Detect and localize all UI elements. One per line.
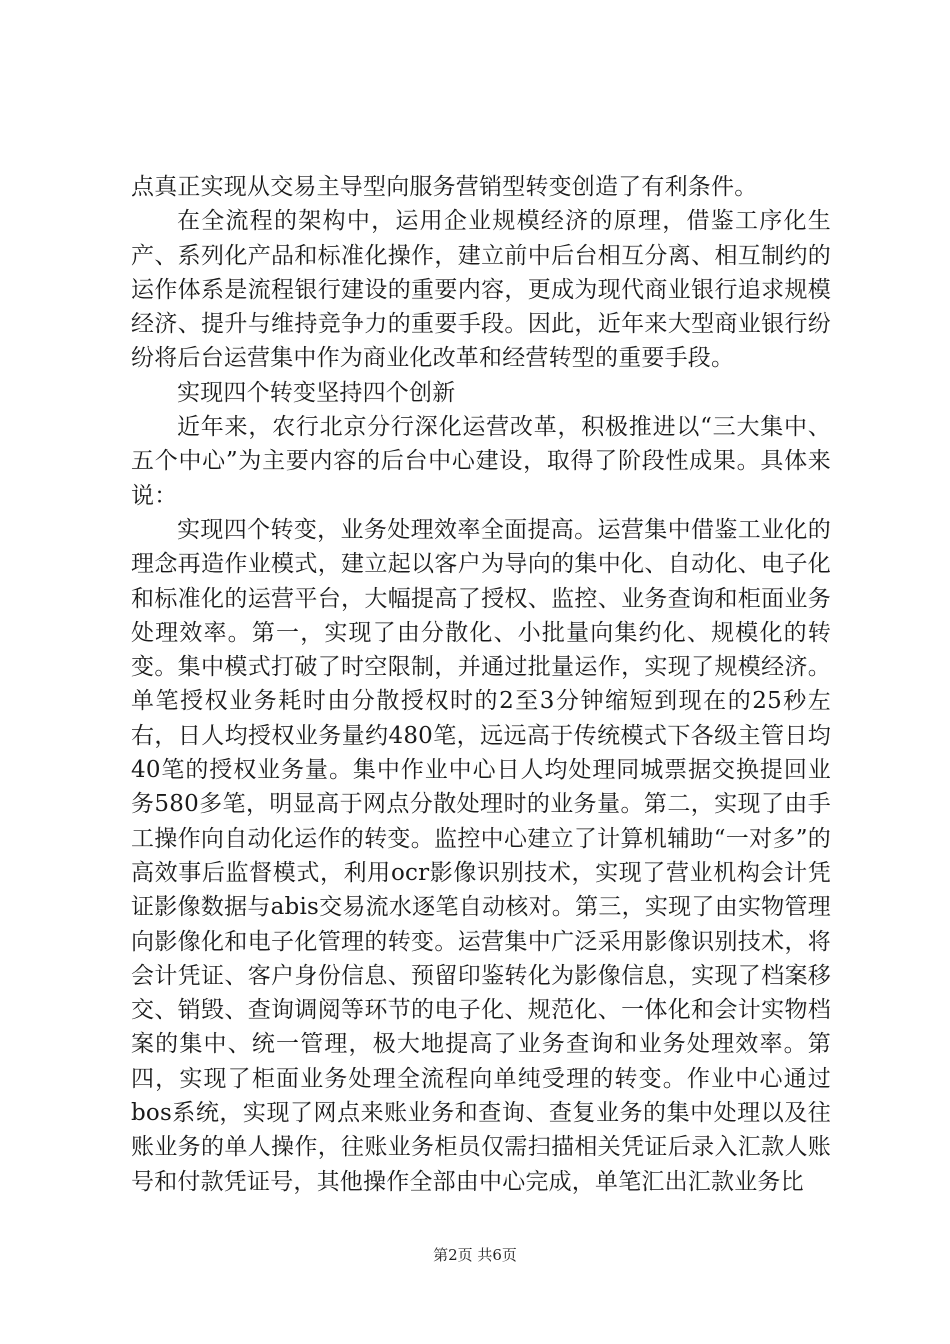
paragraph-process-architecture: 在全流程的架构中，运用企业规模经济的原理，借鉴工序化生产、系列化产品和标准化操作，建立前中后台相互分离、相互制约的运作体系是流程银行建设的重要内容，更成为现代商业银行追求规模经济、提升与维持竞争力的重要手段。因此，近年来大型商业银行纷纷将后台运营集中作为商业化改革和经营转型的重要手段。: [131, 208, 831, 372]
page-number-footer: 第2页 共6页: [433, 1246, 517, 1264]
paragraph-continuation: 点真正实现从交易主导型向服务营销型转变创造了有利条件。: [131, 174, 758, 200]
document-body: [131, 170, 831, 1199]
section-heading: 实现四个转变坚持四个创新: [177, 379, 456, 406]
paragraph-four-transformations: 实现四个转变，业务处理效率全面提高。运营集中借鉴工业化的理念再造作业模式，建立起以客户为导向的集中化、自动化、电子化和标准化的运营平台，大幅提高了授权、监控、业务查询和柜面业务处理效率。第一，实现了由分散化、小批量向集约化、规模化的转变。集中模式打破了时空限制，并通过批量运作，实现了规模经济。单笔授权业务耗时由分散授权时的2至3分钟缩短到现在的25秒左右，日人均授权业务量约480笔，远远高于传统模式下各级主管日均40笔的授权业务量。集中作业中心日人均处理同城票据交换提回业务580多笔，明显高于网点分散处理时的业务量。第二，实现了由手工操作向自动化运作的转变。监控中心建立了计算机辅助“一对多”的高效事后监督模式，利用ocr影像识别技术，实现了营业机构会计凭证影像数据与abis交易流水逐笔自动核对。第三，实现了由实物管理向影像化和电子化管理的转变。运营集中广泛采用影像识别技术，将会计凭证、客户身份信息、预留印鉴转化为影像信息，实现了档案移交、销毁、查询调阅等环节的电子化、规范化、一体化和会计实物档案的集中、统一管理，极大地提高了业务查询和业务处理效率。第四，实现了柜面业务处理全流程向单纯受理的转变。作业中心通过bos系统，实现了网点来账业务和查询、查复业务的集中处理以及往账业务的单人操作，往账业务柜员仅需扫描相关凭证后录入汇款人账号和付款凭证号，其他操作全部由中心完成，单笔汇出汇款业务比: [131, 516, 831, 1195]
paragraph-reform-overview: 近年来，农行北京分行深化运营改革，积极推进以“三大集中、五个中心”为主要内容的后台中心建设，取得了阶段性成果。具体来说：: [131, 414, 831, 509]
